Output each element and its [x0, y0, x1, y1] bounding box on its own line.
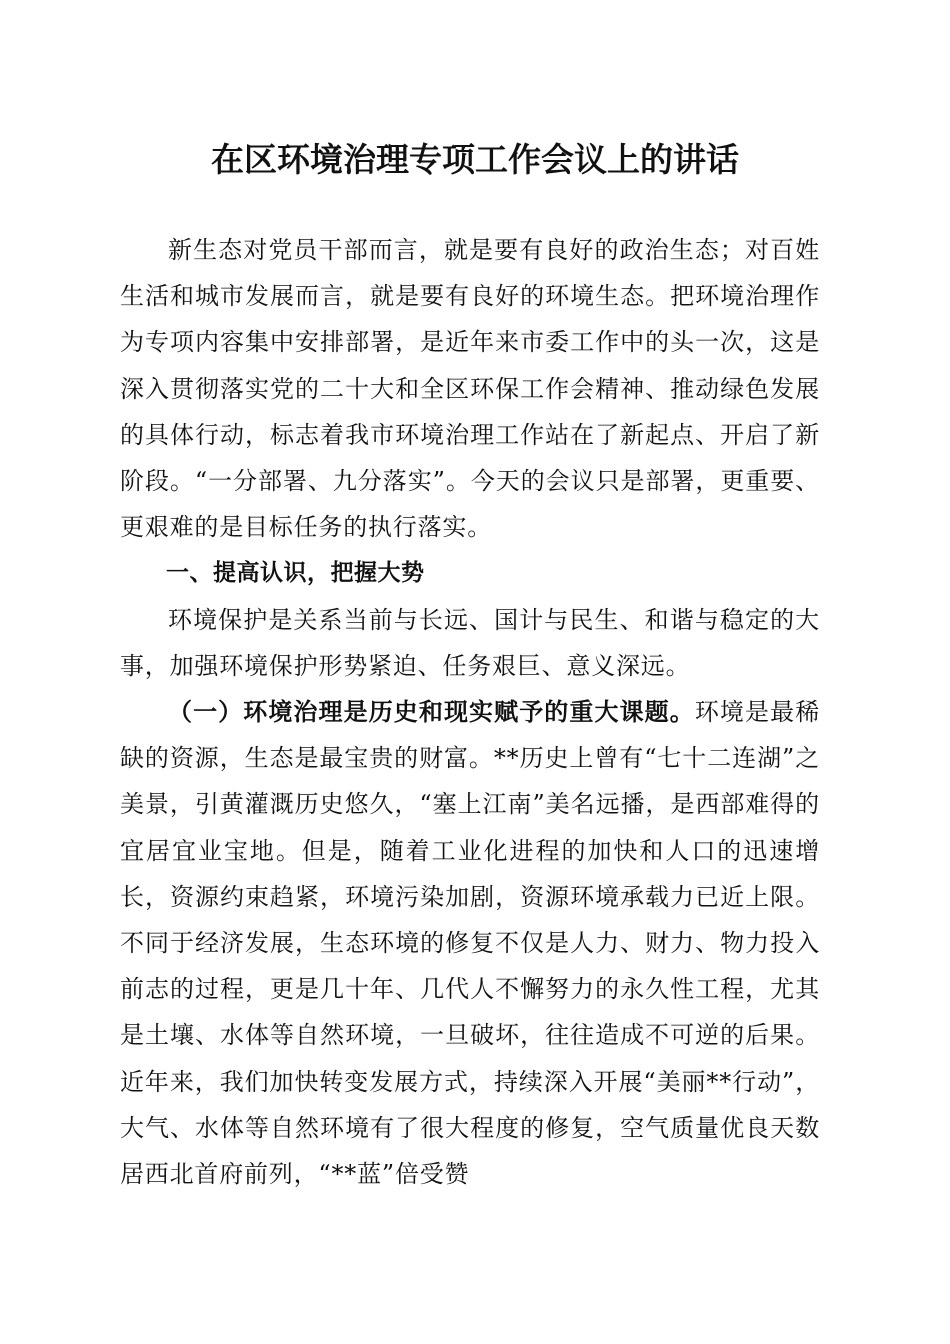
subsection-1-body: 环境是最稀缺的资源，生态是最宝贵的财富。**历史上曾有“七十二连湖”之美景，引黄灌溉历史悠久，“塞上江南”美名远播，是西部难得的宜居宜业宝地。但是，随着工业化进程的加快和人口的迅速增长，资源约束趋紧，环境污染加剧，资源环境承载力已近上限。不同于经济发展，生态环境的修复不仅是人力、财力、物力投入前志的过程，更是几十年、几代人不懈努力的永久性工程，尤其是土壤、水体等自然环境，一旦破坏，往往造成不可逆的后果。近年来，我们加快转变发展方式，持续深入开展“美丽**行动”，大气、水体等自然环境有了很大程度的修复，空气质量优良天数居西北首府前列，“**蓝”倍受赞	[120, 698, 820, 1189]
document-body	[120, 227, 820, 1197]
section-heading-1: 一、提高认识，把握大势	[166, 560, 425, 587]
document-title: 在区环境治理专项工作会议上的讲话	[211, 140, 739, 179]
section-1-paragraph: 环境保护是关系当前与长远、国计与民生、和谐与稳定的大事，加强环境保护形势紧迫、任务艰巨、意义深远。	[120, 605, 820, 680]
intro-paragraph: 新生态对党员干部而言，就是要有良好的政治生态；对百姓生活和城市发展而言，就是要有良好的环境生态。把环境治理作为专项内容集中安排部署，是近年来市委工作中的头一次，这是深入贯彻落实党的二十大和全区环保工作会精神、推动绿色发展的具体行动，标志着我市环境治理工作站在了新起点、开启了新阶段。“一分部署、九分落实”。今天的会议只是部署，更重要、更艰难的是目标任务的执行落实。	[120, 236, 820, 542]
subsection-1-lead: （一）环境治理是历史和现实赋予的重大课题。	[168, 697, 695, 727]
subsection-1-paragraph	[120, 689, 820, 1197]
